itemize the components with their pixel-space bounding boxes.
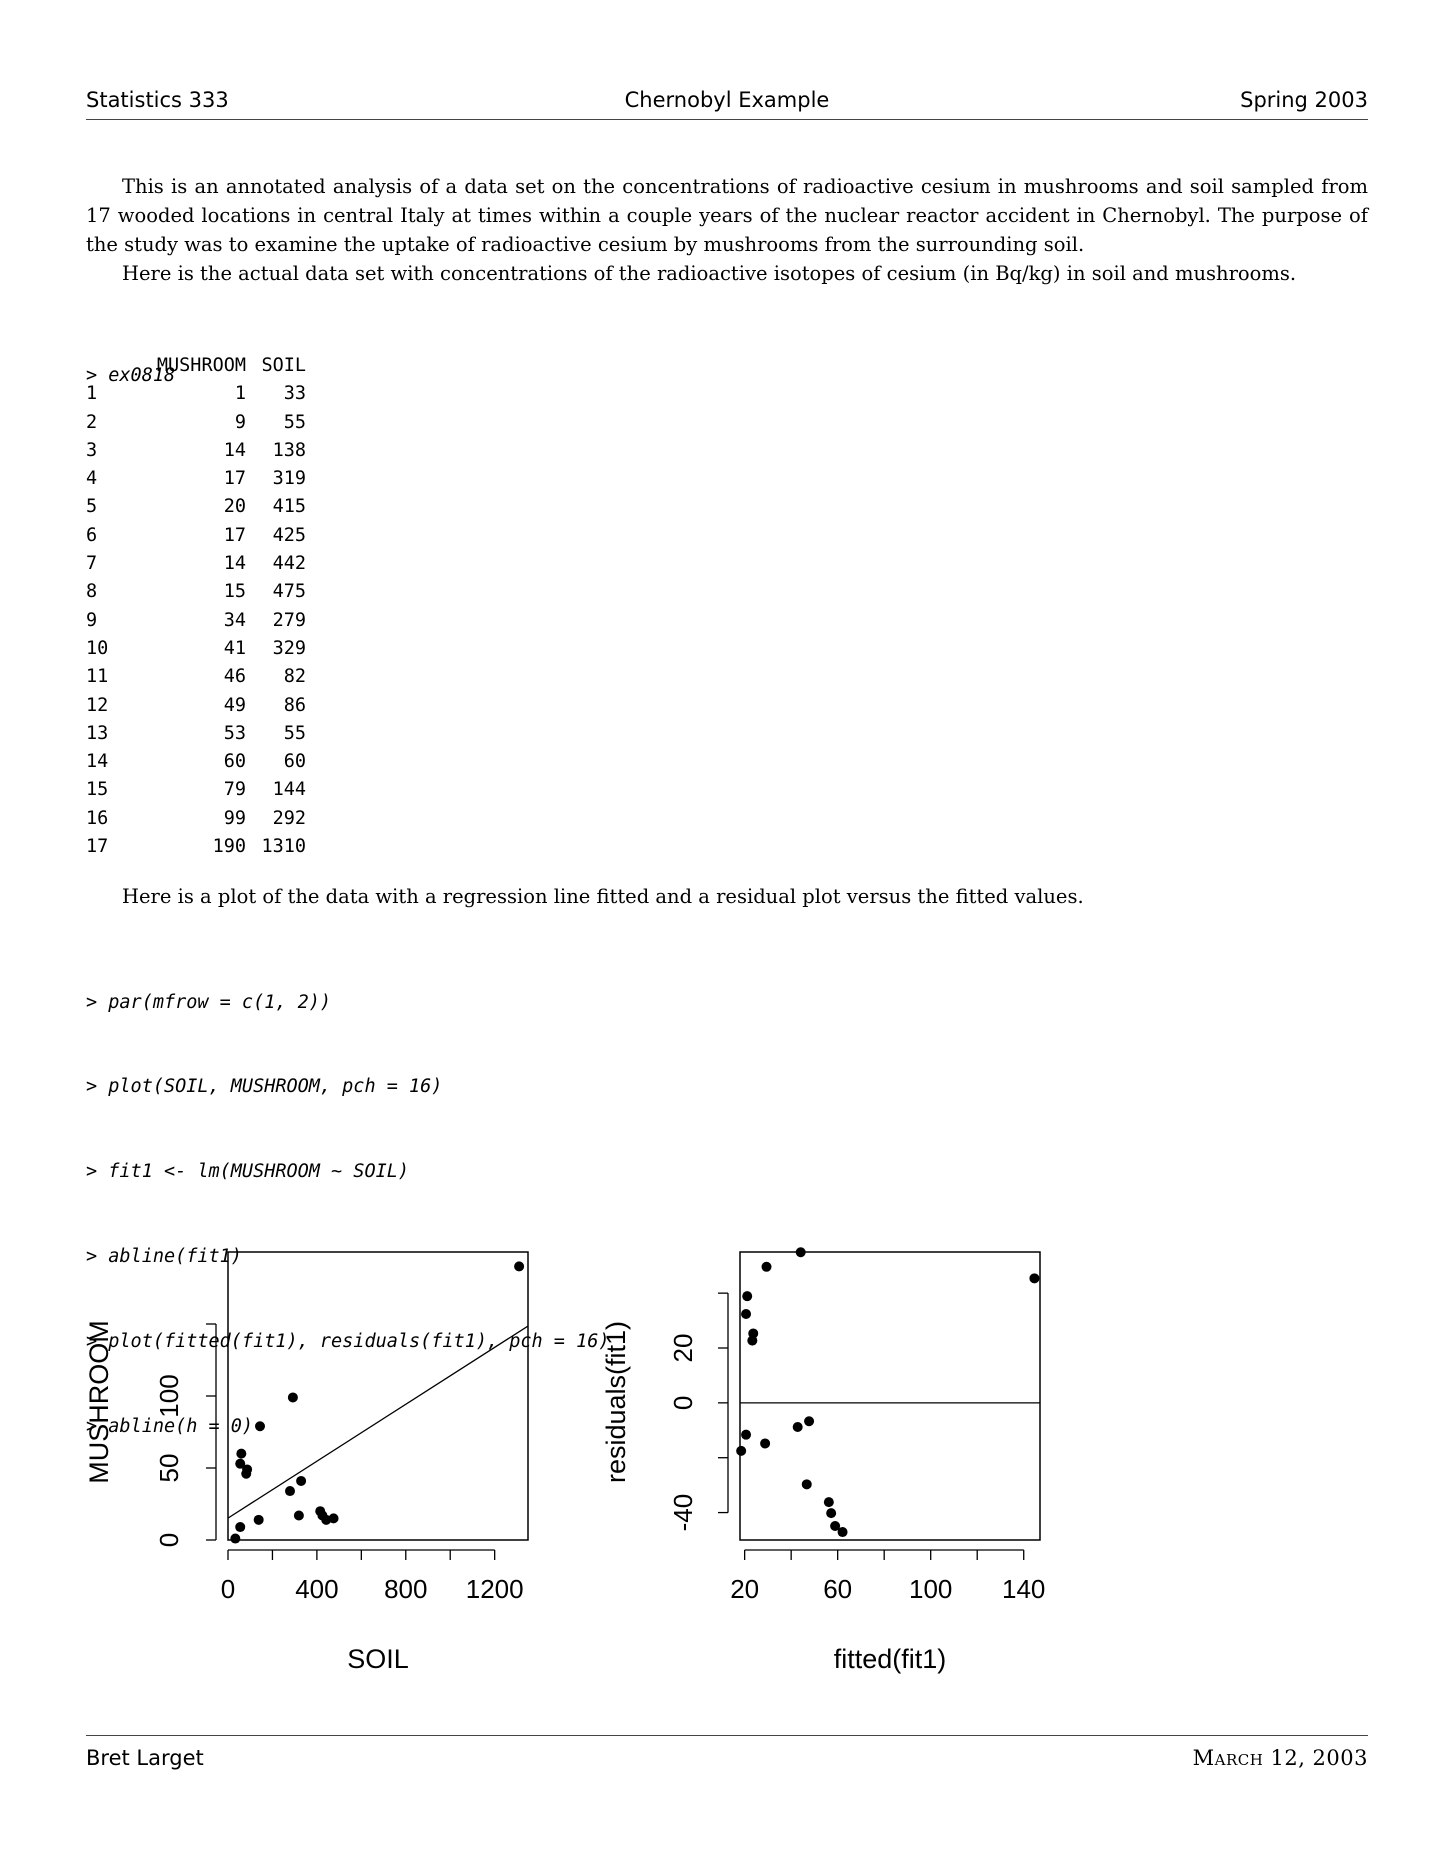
row-index: 12 <box>86 694 109 716</box>
soil-value: 86 <box>283 694 306 716</box>
residual-plot-y-tick-label: 20 <box>668 1333 698 1363</box>
residual-plot-point <box>762 1262 772 1272</box>
mushroom-value: 15 <box>223 581 246 603</box>
code-line: > fit1 <- lm(MUSHROOM ~ SOIL) <box>86 1161 410 1183</box>
table-row <box>86 380 306 408</box>
code-line: > par(mfrow = c(1, 2)) <box>86 991 332 1013</box>
intro-paragraph-2: Here is the actual data set with concentrations of the radioactive isotopes of cesium (in Bq/kg) in soil and mushrooms. <box>122 262 1297 285</box>
table-row <box>86 578 306 606</box>
soil-plot-point <box>296 1476 306 1486</box>
soil-plot-y-label: MUSHROOM <box>84 1320 114 1484</box>
code-line: > abline(h = 0) <box>86 1416 254 1438</box>
page-footer <box>86 1746 1368 1776</box>
soil-value: 60 <box>283 751 306 773</box>
soil-plot-y-tick-label: 100 <box>154 1374 184 1418</box>
soil-plot-x-label: SOIL <box>347 1644 409 1674</box>
soil-plot-y-tick-label: 50 <box>154 1453 184 1483</box>
soil-value: 55 <box>283 722 306 744</box>
table-row <box>86 550 306 578</box>
row-index: 5 <box>86 496 98 518</box>
table-row <box>86 692 306 720</box>
table-row <box>86 522 306 550</box>
mushroom-value: 1 <box>234 383 246 405</box>
soil-value: 425 <box>272 524 306 546</box>
column-header-soil: SOIL <box>261 355 306 376</box>
soil-plot-x-tick-label: 1200 <box>465 1574 524 1604</box>
mushroom-value: 60 <box>223 751 246 773</box>
residual-plot-point <box>826 1508 836 1518</box>
residual-plot-y-label: residuals(fit1) <box>601 1320 631 1484</box>
residual-plot-frame <box>740 1252 1040 1540</box>
mushroom-value: 46 <box>223 666 246 688</box>
row-index: 15 <box>86 779 109 801</box>
course-title: Statistics 333 <box>86 88 229 112</box>
table-row <box>86 635 306 663</box>
residual-plot-point <box>804 1416 814 1426</box>
residual-plot-point <box>824 1497 834 1507</box>
mushroom-value: 190 <box>212 836 246 858</box>
soil-plot-point <box>235 1522 245 1532</box>
mushroom-value: 99 <box>223 807 246 829</box>
code-line: > plot(fitted(fit1), residuals(fit1), pch = 16) <box>86 1331 610 1353</box>
soil-plot-y-tick-label: 0 <box>154 1532 184 1548</box>
row-index: 4 <box>86 468 98 490</box>
row-index: 1 <box>86 383 98 405</box>
residual-plot-x-tick-label: 20 <box>730 1574 760 1604</box>
row-index: 11 <box>86 666 109 688</box>
code-line: > abline(fit1) <box>86 1246 242 1268</box>
mushroom-value: 79 <box>223 779 246 801</box>
soil-plot-frame <box>228 1252 528 1540</box>
residual-plot-x-label: fitted(fit1) <box>833 1644 947 1674</box>
row-index: 6 <box>86 524 98 546</box>
residual-plot-point <box>760 1438 770 1448</box>
soil-plot-point <box>288 1392 298 1402</box>
data-table <box>86 352 306 861</box>
row-index: 10 <box>86 637 109 659</box>
soil-plot-point <box>285 1486 295 1496</box>
row-index: 9 <box>86 609 98 631</box>
soil-plot-x-tick-label: 800 <box>384 1574 428 1604</box>
residual-plot-point <box>741 1309 751 1319</box>
table-row <box>86 409 306 437</box>
table-row <box>86 607 306 635</box>
soil-plot-point <box>294 1511 304 1521</box>
mushroom-value: 9 <box>234 411 246 433</box>
row-index: 7 <box>86 553 98 575</box>
soil-plot-point <box>235 1459 245 1469</box>
row-index: 8 <box>86 581 98 603</box>
residual-plot-point <box>802 1479 812 1489</box>
soil-value: 55 <box>283 411 306 433</box>
header-rule <box>86 119 1368 120</box>
soil-value: 144 <box>272 779 306 801</box>
residual-plot-point <box>741 1430 751 1440</box>
residual-plot-point <box>748 1328 758 1338</box>
row-index: 16 <box>86 807 109 829</box>
table-row <box>86 493 306 521</box>
soil-value: 319 <box>272 468 306 490</box>
table-body <box>86 380 306 861</box>
residual-plot-point <box>838 1527 848 1537</box>
residual-plot-point <box>736 1446 746 1456</box>
table-row <box>86 805 306 833</box>
soil-value: 415 <box>272 496 306 518</box>
soil-value: 138 <box>272 439 306 461</box>
soil-plot-point <box>236 1449 246 1459</box>
mushroom-value: 49 <box>223 694 246 716</box>
table-row <box>86 720 306 748</box>
residual-plot-x-tick-label: 60 <box>823 1574 853 1604</box>
mushroom-value: 14 <box>223 439 246 461</box>
soil-plot-point <box>230 1534 240 1544</box>
row-index: 13 <box>86 722 109 744</box>
residual-plot-x-tick-label: 140 <box>1002 1574 1046 1604</box>
column-header-mushroom: MUSHROOM <box>156 355 246 376</box>
soil-value: 82 <box>283 666 306 688</box>
table-row <box>86 663 306 691</box>
residual-plot-point <box>1029 1273 1039 1283</box>
term-label: Spring 2003 <box>1240 88 1368 112</box>
residual-plot-x-tick-label: 100 <box>909 1574 953 1604</box>
residual-plot-y-tick-label: 0 <box>668 1395 698 1411</box>
soil-plot-x-tick-label: 0 <box>220 1574 236 1604</box>
intro-text <box>86 172 1368 288</box>
soil-value: 1310 <box>261 836 306 858</box>
soil-plot-point <box>254 1515 264 1525</box>
soil-value: 475 <box>272 581 306 603</box>
soil-value: 279 <box>272 609 306 631</box>
row-index: 3 <box>86 439 98 461</box>
regression-line <box>228 1326 528 1518</box>
mushroom-value: 41 <box>223 637 246 659</box>
residual-plot-y-tick-label: -40 <box>668 1493 698 1532</box>
mushroom-value: 17 <box>223 468 246 490</box>
table-row <box>86 465 306 493</box>
soil-plot-point <box>514 1261 524 1271</box>
plot-intro-text <box>86 882 1368 911</box>
code-line: > plot(SOIL, MUSHROOM, pch = 16) <box>86 1076 443 1098</box>
row-index: 14 <box>86 751 109 773</box>
soil-value: 292 <box>272 807 306 829</box>
soil-plot-point <box>329 1513 339 1523</box>
table-row <box>86 833 306 861</box>
soil-value: 33 <box>283 383 306 405</box>
plot-intro-paragraph: Here is a plot of the data with a regression line fitted and a residual plot versus the fitted values. <box>122 885 1084 908</box>
table-row <box>86 748 306 776</box>
mushroom-value: 34 <box>223 609 246 631</box>
intro-paragraph-1: This is an annotated analysis of a data set on the concentrations of radioactive cesium in mushrooms and soil sampled from 17 wooded locations in central Italy at times within a couple years of the nuclear reactor accident in Chernobyl. The purpose of the study was to examine the uptake of radioactive cesium by mushrooms from the surrounding soil. <box>86 175 1368 256</box>
document-title: Chernobyl Example <box>624 88 830 112</box>
residual-plot-point <box>796 1247 806 1257</box>
footer-rule <box>86 1735 1368 1736</box>
table-row <box>86 437 306 465</box>
residual-plot-point <box>793 1422 803 1432</box>
plots-figure <box>0 1230 1456 1690</box>
code-line: > ex0818 <box>86 364 176 386</box>
soil-plot-x-tick-label: 400 <box>295 1574 339 1604</box>
mushroom-value: 17 <box>223 524 246 546</box>
author-name: Bret Larget <box>86 1746 204 1770</box>
soil-plot-point <box>255 1421 265 1431</box>
residual-plot-point <box>742 1291 752 1301</box>
soil-value: 442 <box>272 553 306 575</box>
row-index: 17 <box>86 836 109 858</box>
mushroom-value: 14 <box>223 553 246 575</box>
row-index: 2 <box>86 411 98 433</box>
document-date: March 12, 2003 <box>1192 1746 1368 1770</box>
soil-value: 329 <box>272 637 306 659</box>
mushroom-value: 20 <box>223 496 246 518</box>
mushroom-value: 53 <box>223 722 246 744</box>
table-header-row <box>86 352 306 380</box>
table-row <box>86 776 306 804</box>
